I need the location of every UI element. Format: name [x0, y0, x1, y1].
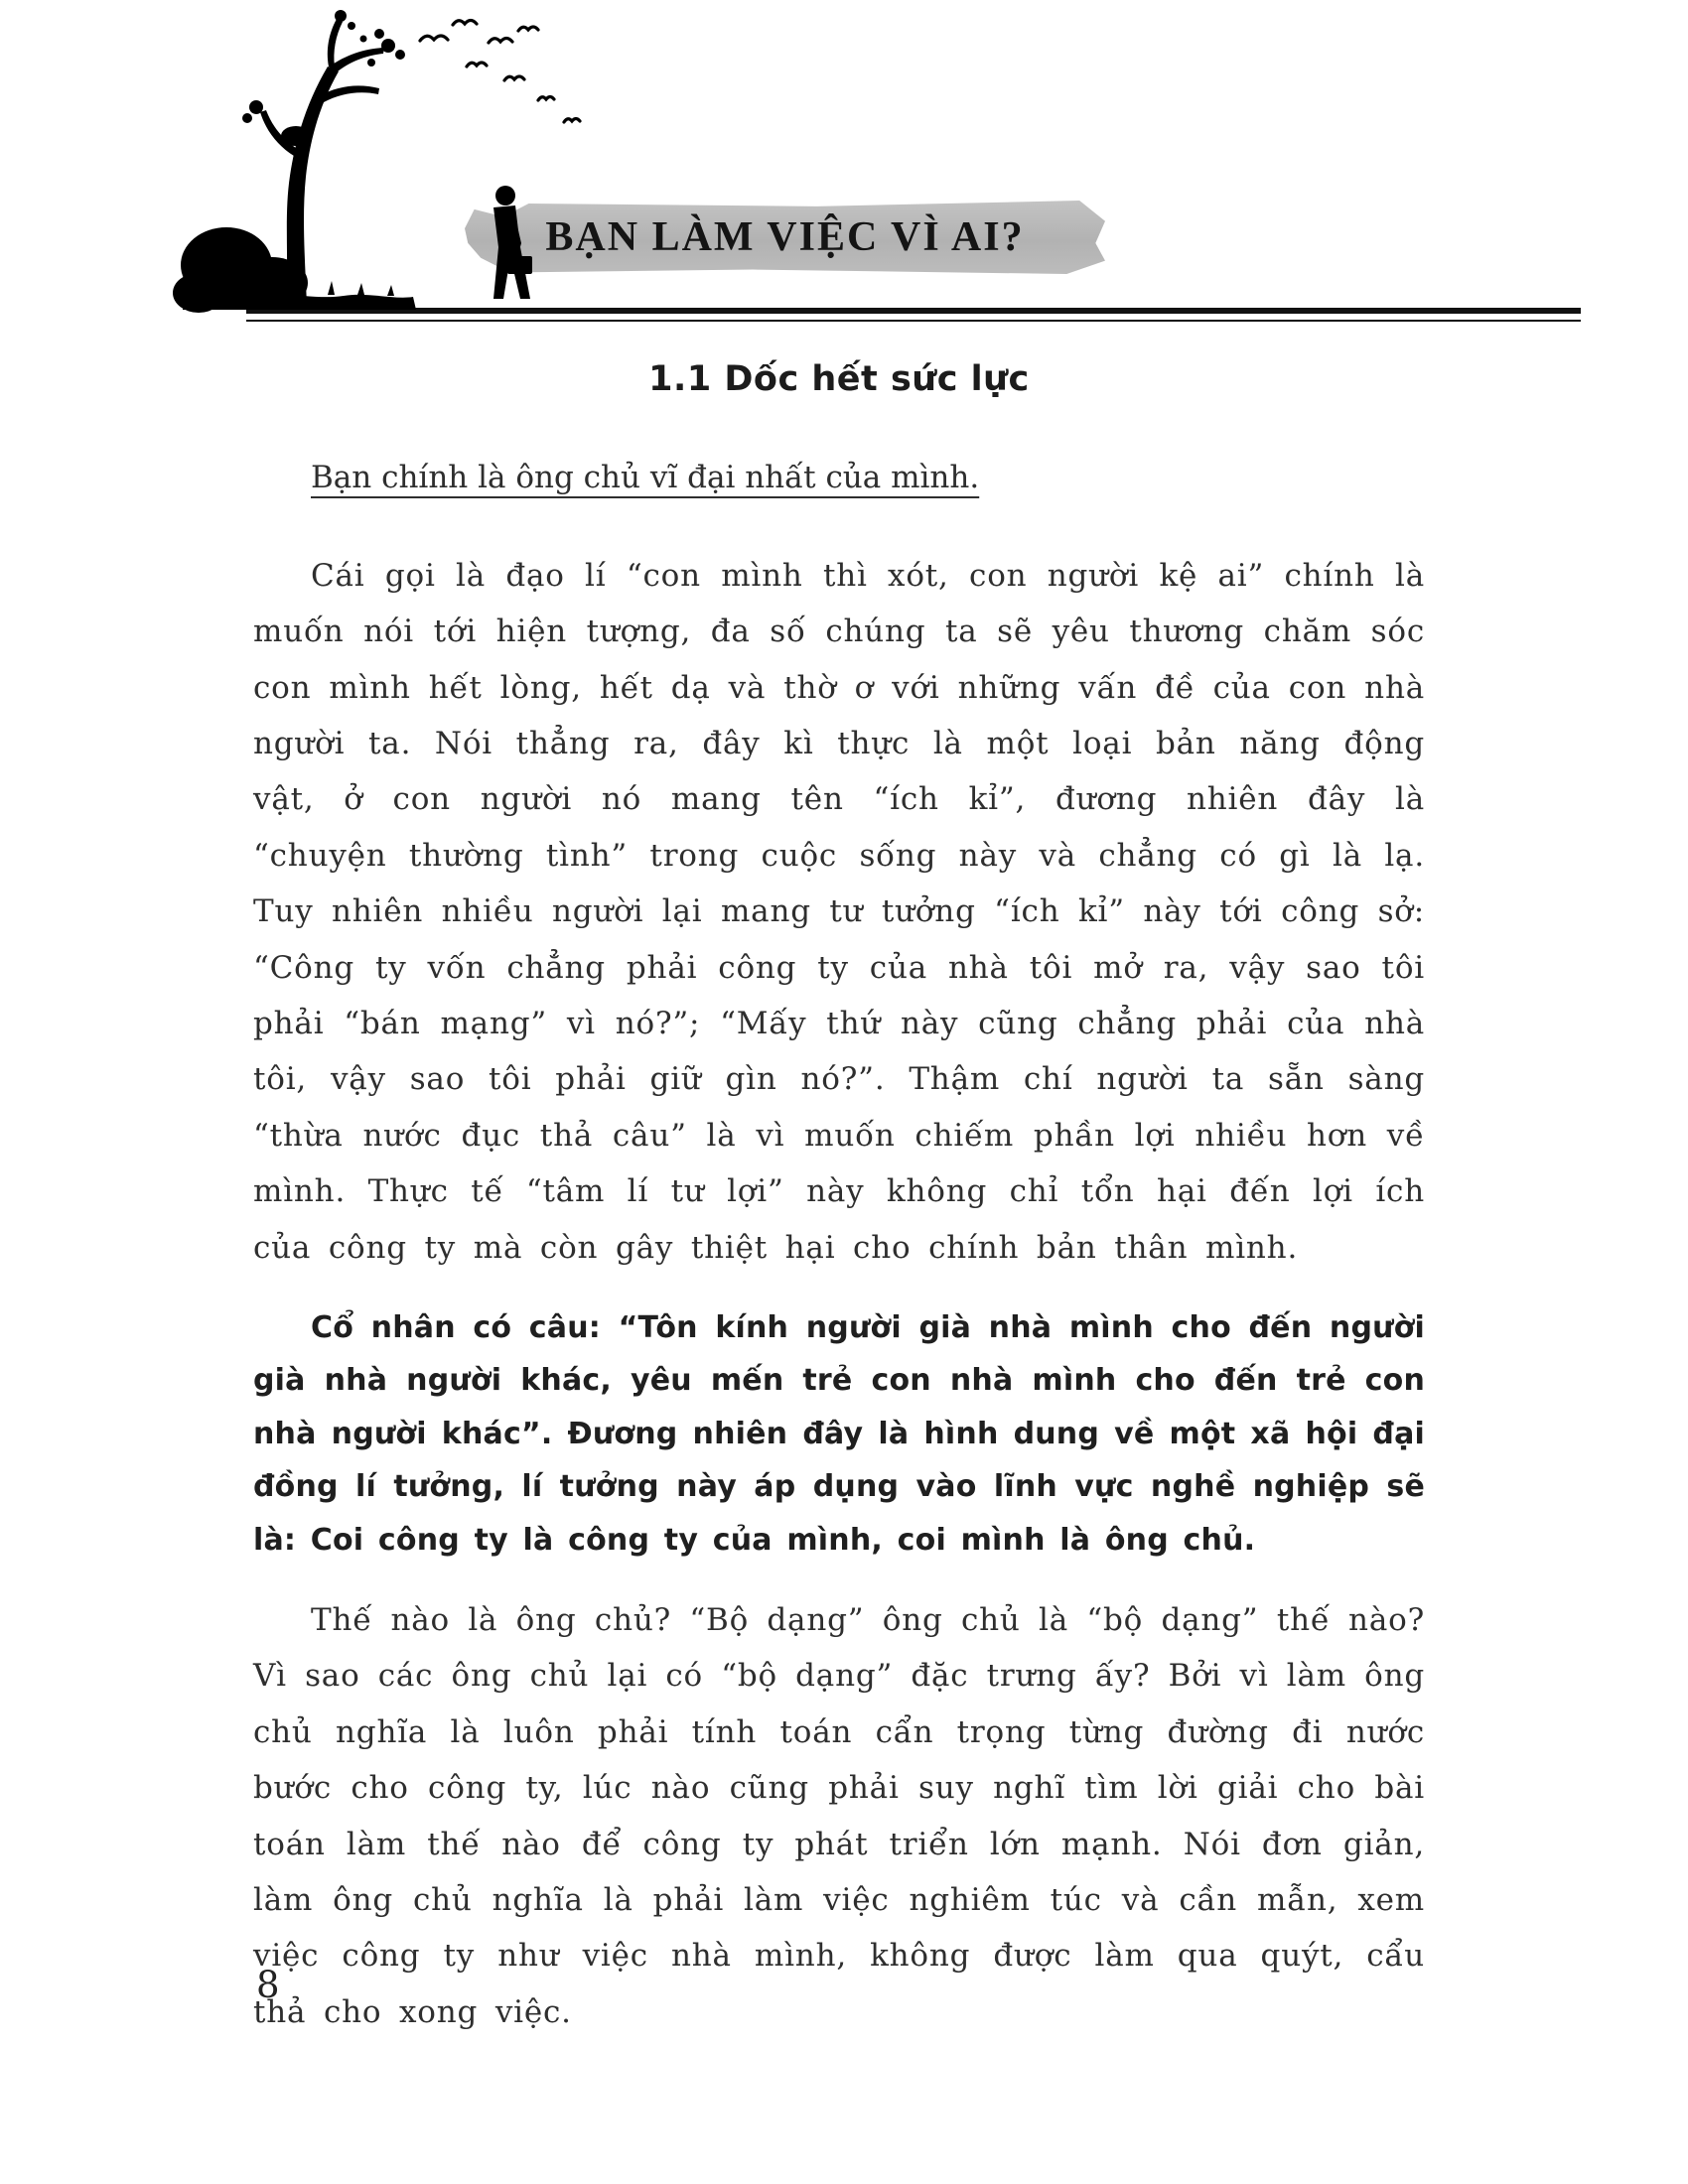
lead-sentence-text: Bạn chính là ông chủ vĩ đại nhất của mình. — [311, 460, 980, 495]
flying-birds-icon — [420, 21, 580, 123]
section-heading: 1.1 Dốc hết sức lực — [648, 359, 1030, 399]
tree-and-man-silhouette-icon — [169, 5, 665, 323]
page-content — [253, 359, 1425, 2066]
emphasis-paragraph: Cổ nhân có câu: “Tôn kính người già nhà mình cho đến người già nhà người khác, yêu mến trẻ con nhà mình cho đến trẻ con nhà người khác”. Đương nhiên đây là hình dung về một xã hội đại đồng lí tưởng, lí tưởng này áp dụng vào lĩnh vực nghề nghiệp sẽ là: Coi công ty là công ty của mình, coi mình là ông chủ. — [253, 1310, 1425, 1558]
book-title: BẠN LÀM VIỆC VÌ AI? — [545, 214, 1025, 260]
lead-sentence — [253, 451, 1425, 506]
page-number: 8 — [256, 1964, 280, 2006]
page-header — [0, 0, 1688, 338]
body-paragraph-2: Thế nào là ông chủ? “Bộ dạng” ông chủ là “bộ dạng” thế nào? Vì sao các ông chủ lại có “bộ dạng” đặc trưng ấy? Bởi vì làm ông chủ nghĩa là luôn phải tính toán cẩn trọng từng đường đi nước bước cho công ty, lúc nào cũng phải suy nghĩ tìm lời giải cho bài toán làm thế nào để công ty phát triển lớn mạnh. Nói đơn giản, làm ông chủ nghĩa là phải làm việc nghiêm túc và cần mẫn, xem việc công ty như việc nhà mình, không được làm qua quýt, cẩu thả cho xong việc. — [253, 1602, 1425, 2030]
body-paragraph-1: Cái gọi là đạo lí “con mình thì xót, con người kệ ai” chính là muốn nói tới hiện tượng, đa số chúng ta sẽ yêu thương chăm sóc con mình hết lòng, hết dạ và thờ ơ với những vấn đề của con nhà người ta. Nói thẳng ra, đây kì thực là một loại bản năng động vật, ở con người nó mang tên “ích kỉ”, đương nhiên đây là “chuyện thường tình” trong cuộc sống này và chẳng có gì là lạ. Tuy nhiên nhiều người lại mang tư tưởng “ích kỉ” này tới công sở: “Công ty vốn chẳng phải công ty của nhà tôi mở ra, vậy sao tôi phải “bán mạng” vì nó?”; “Mấy thứ này cũng chẳng phải của nhà tôi, vậy sao tôi phải giữ gìn nó?”. Thậm chí người ta sẵn sàng “thừa nước đục thả câu” là vì muốn chiếm phần lợi nhiều hơn về mình. Thực tế “tâm lí tư lợi” này không chỉ tổn hại đến lợi ích của công ty mà còn gây thiệt hại cho chính bản thân mình. — [253, 557, 1425, 1266]
tree-silhouette-icon — [173, 10, 405, 313]
